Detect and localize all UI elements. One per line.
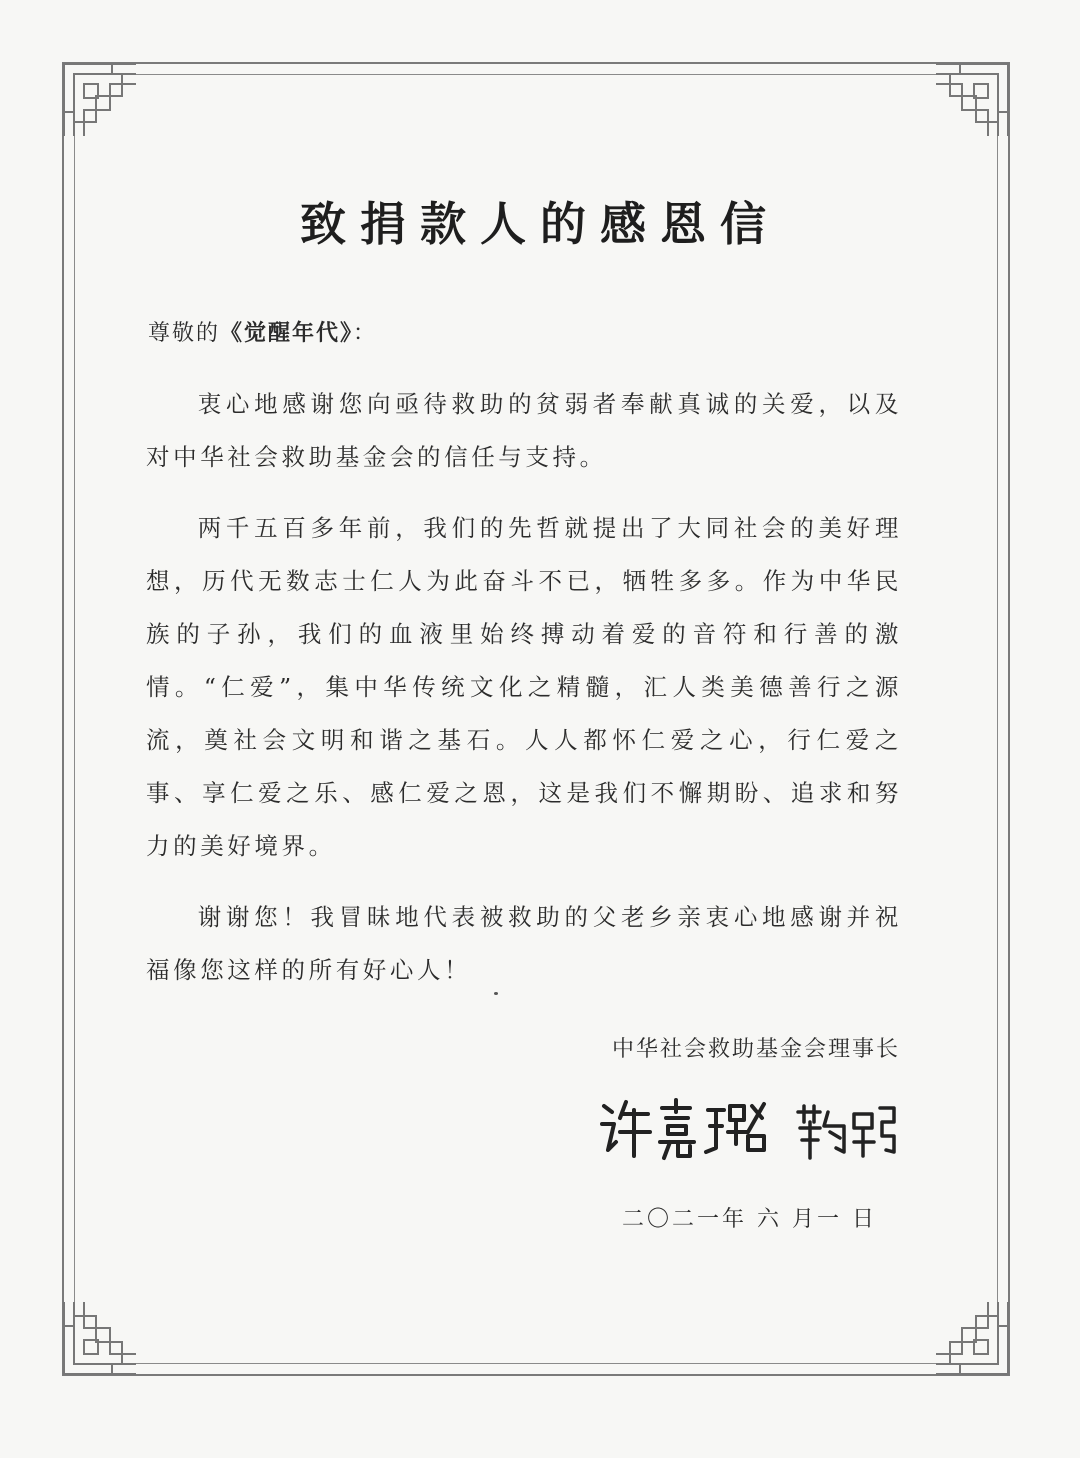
greeting-recipient: 《觉醒年代》: [220, 320, 354, 346]
letter-title: 致捐款人的感恩信: [300, 197, 780, 251]
letter-body: [146, 378, 902, 1015]
ink-speck: [494, 992, 498, 995]
paragraph: 谢谢您！我冒昧地代表被救助的父老乡亲衷心地感谢并祝福像您这样的所有好心人！: [146, 903, 902, 984]
greeting-prefix: 尊敬的: [148, 321, 221, 346]
handwritten-signature: [598, 1092, 898, 1164]
corner-ornament-icon: [62, 62, 138, 138]
greeting-suffix: ：: [353, 321, 378, 346]
paragraph: 两千五百多年前，我们的先哲就提出了大同社会的美好理想，历代无数志士仁人为此奋斗不已，牺牲多多。作为中华民族的子孙，我们的血液里始终搏动着爱的音符和行善的激情。“仁爱”，集中华传统文化之精髓，汇人类美德善行之源流，奠社会文明和谐之基石。人人都怀仁爱之心，行仁爱之事、享仁爱之乐、感仁爱之恩，这是我们不懈期盼、追求和努力的美好境界。: [146, 514, 902, 860]
greeting: [148, 316, 377, 347]
signer-title: 中华社会救助基金会理事长: [611, 1037, 900, 1062]
corner-ornament-icon: [934, 1300, 1010, 1376]
paragraph: 衷心地感谢您向亟待救助的贫弱者奉献真诚的关爱，以及对中华社会救助基金会的信任与支持。: [146, 390, 902, 471]
letter-date: 二〇二一年 六 月一 日: [622, 1207, 877, 1232]
corner-ornament-icon: [934, 62, 1010, 138]
corner-ornament-icon: [62, 1300, 138, 1376]
